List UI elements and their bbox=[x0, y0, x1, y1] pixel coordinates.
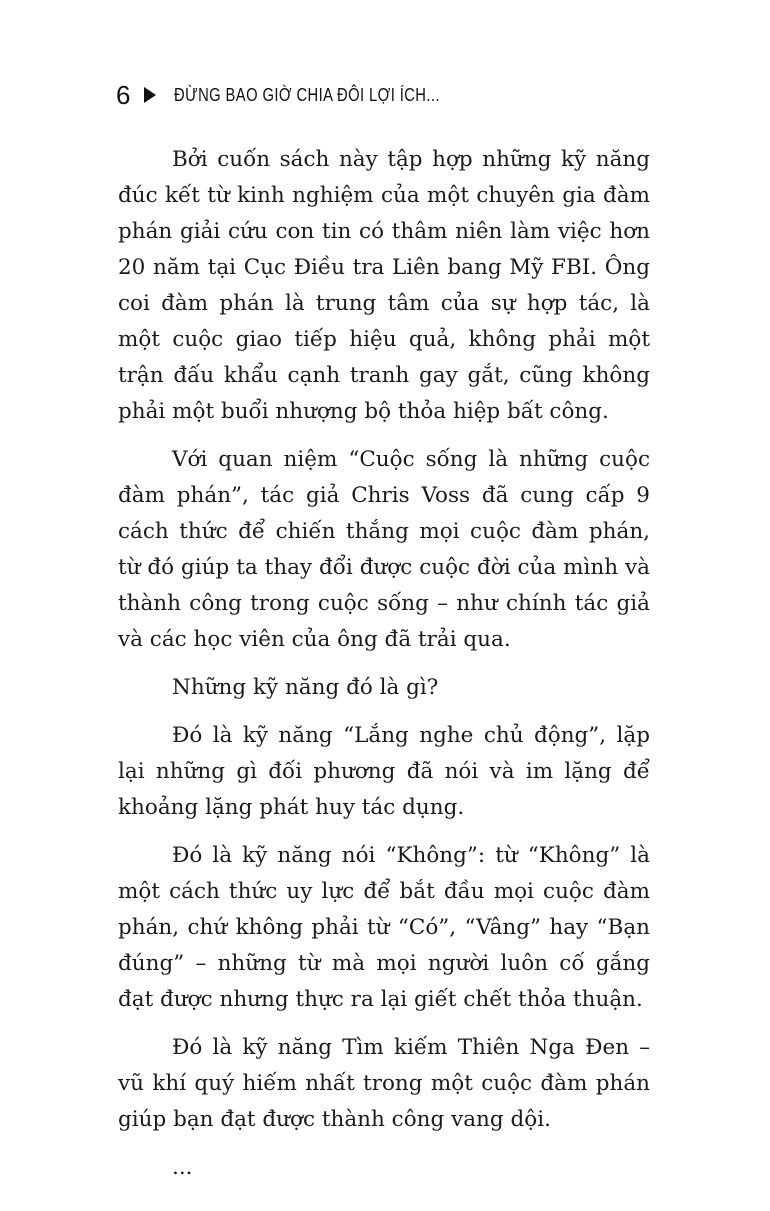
chapter-title: ĐỪNG BAO GIỜ CHIA ĐÔI LỢI ÍCH... bbox=[174, 84, 441, 105]
paragraph: Bởi cuốn sách này tập hợp những kỹ năng đúc kết từ kinh nghiệm của một chuyên gia đàm phán giải cứu con tin có thâm niên làm việc hơn 20 năm tại Cục Điều tra Liên bang Mỹ FBI. Ông coi đàm phán là trung tâm của sự hợp tác, là một cuộc giao tiếp hiệu quả, không phải một trận đấu khẩu cạnh tranh gay gắt, cũng không phải một buổi nhượng bộ thỏa hiệp bất công. bbox=[118, 147, 650, 424]
body-text bbox=[118, 142, 650, 1198]
paragraph: Đó là kỹ năng “Lắng nghe chủ động”, lặp lại những gì đối phương đã nói và im lặng để khoảng lặng phát huy tác dụng. bbox=[118, 723, 650, 820]
paragraph: Với quan niệm “Cuộc sống là những cuộc đàm phán”, tác giả Chris Voss đã cung cấp 9 cách thức để chiến thắng mọi cuộc đàm phán, từ đó giúp ta thay đổi được cuộc đời của mình và thành công trong cuộc sống – như chính tác giả và các học viên của ông đã trải qua. bbox=[118, 447, 650, 652]
paragraph: Đó là kỹ năng Tìm kiếm Thiên Nga Đen – vũ khí quý hiếm nhất trong một cuộc đàm phán giúp bạn đạt được thành công vang dội. bbox=[118, 1035, 650, 1132]
ellipsis: ... bbox=[172, 1155, 193, 1180]
paragraph: Đó là kỹ năng nói “Không”: từ “Không” là một cách thức uy lực để bắt đầu mọi cuộc đàm phán, chứ không phải từ “Có”, “Vâng” hay “Bạn đúng” – những từ mà mọi người luôn cố gắng đạt được nhưng thực ra lại giết chết thỏa thuận. bbox=[118, 843, 650, 1012]
paragraph: Những kỹ năng đó là gì? bbox=[172, 675, 439, 700]
triangle-right-icon bbox=[144, 87, 156, 103]
running-header bbox=[116, 80, 499, 110]
page-number: 6 bbox=[116, 80, 131, 110]
